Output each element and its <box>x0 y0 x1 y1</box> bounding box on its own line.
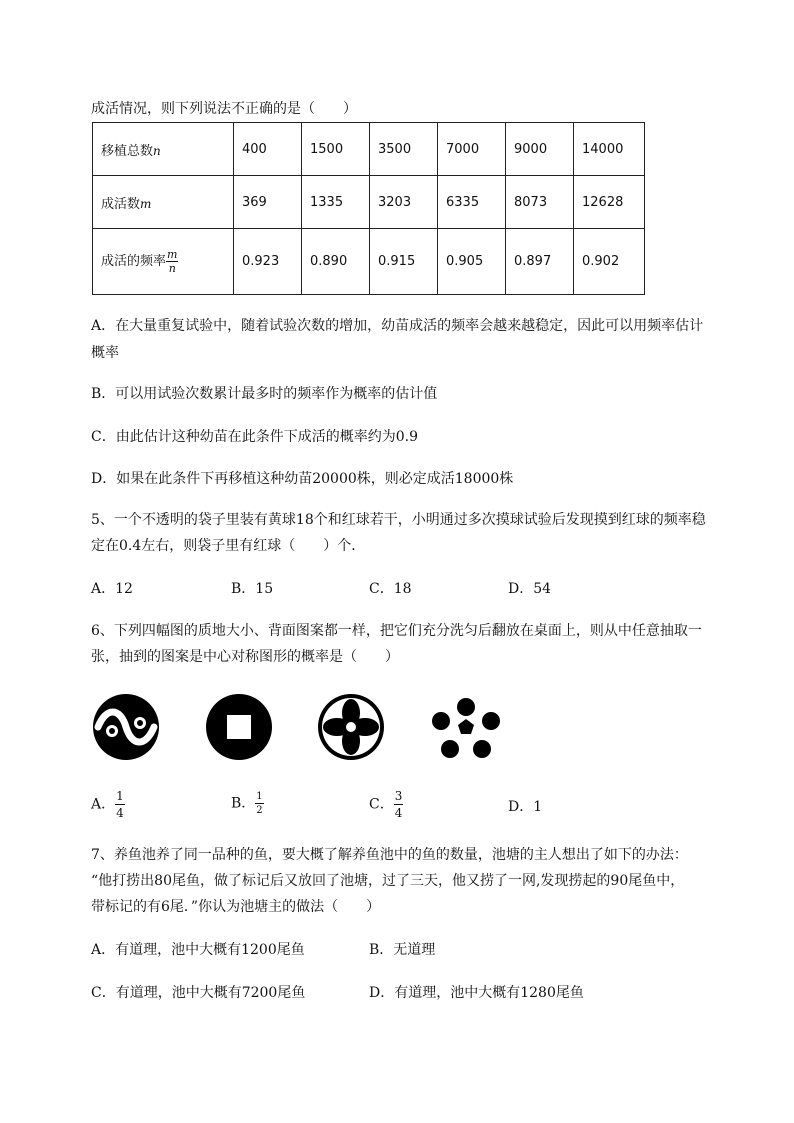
q4-intro: 成活情况，则下列说法不正确的是（ ） <box>91 101 357 117</box>
table-cell: 1500 <box>302 123 370 176</box>
q5-option-a: A．12 <box>91 581 133 597</box>
q7-line3: 带标记的有6尾．”你认为池塘主的做法（ ） <box>91 899 381 915</box>
q4-option-a-line1: A．在大量重复试验中，随着试验次数的增加，幼苗成活的频率会越来越稳定，因此可以用频率估计 <box>91 318 704 334</box>
seedling-survival-table <box>92 122 645 295</box>
table-cell: 0.897 <box>506 229 574 295</box>
table-row-label: 成活数m <box>93 176 234 229</box>
table-cell: 0.902 <box>574 229 645 295</box>
q6-option-a: A． $\frac{1}{4}$ <box>91 789 124 820</box>
table-cell: 0.915 <box>370 229 438 295</box>
fraction-one-half: $\frac{1}{2}$ <box>256 791 263 816</box>
q7-option-d: D．有道理，池中大概有1280尾鱼 <box>369 985 584 1001</box>
four-petal-circle-icon <box>317 693 385 761</box>
table-row-label: 移植总数n <box>93 123 234 176</box>
table-row <box>93 176 645 229</box>
table-cell: 0.890 <box>302 229 370 295</box>
table-cell: 8073 <box>506 176 574 229</box>
pentagon-flower-icon <box>432 693 500 761</box>
table-cell: 9000 <box>506 123 574 176</box>
q4-option-c: C．由此估计这种幼苗在此条件下成活的概率约为0.9 <box>91 429 418 445</box>
fraction-one-quarter: $\frac{1}{4}$ <box>116 789 124 820</box>
table-cell: 0.905 <box>438 229 506 295</box>
table-cell: 14000 <box>574 123 645 176</box>
table-cell: 12628 <box>574 176 645 229</box>
q4-option-d: D．如果在此条件下再移植这种幼苗20000株，则必定成活18000株 <box>91 471 514 487</box>
q7-option-c: C．有道理，池中大概有7200尾鱼 <box>91 985 306 1001</box>
q5-line1: 5、一个不透明的袋子里装有黄球18个和红球若干，小明通过多次摸球试验后发现摸到红球的频率稳 <box>91 512 706 528</box>
q6-option-c: C． $\frac{3}{4}$ <box>369 789 403 820</box>
q7-option-a: A．有道理，池中大概有1200尾鱼 <box>91 942 305 958</box>
square-hole-coin-icon <box>205 693 273 761</box>
table-cell: 369 <box>234 176 302 229</box>
q7-line2: “他打捞出80尾鱼，做了标记后又放回了池塘，过了三天，他又捞了一网,发现捞起的90尾鱼中， <box>91 873 685 889</box>
q4-option-b: B．可以用试验次数累计最多时的频率作为概率的估计值 <box>91 386 438 402</box>
table-row <box>93 229 645 295</box>
q5-option-c: C．18 <box>369 581 412 597</box>
q6-option-d: D．1 <box>508 799 543 815</box>
q6-line1: 6、下列四幅图的质地大小、背面图案都一样，把它们充分洗匀后翻放在桌面上，则从中任意抽取一 <box>91 623 702 639</box>
yin-yang-wave-icon <box>92 693 160 761</box>
table-cell: 400 <box>234 123 302 176</box>
q5-line2: 定在0.4左右，则袋子里有红球（ ）个． <box>91 538 366 554</box>
table-cell: 7000 <box>438 123 506 176</box>
q6-option-b: B． $\frac{1}{2}$ <box>231 791 263 816</box>
q6-line2: 张，抽到的图案是中心对称图形的概率是（ ） <box>91 649 399 665</box>
q5-option-d: D．54 <box>508 581 552 597</box>
table-cell: 1335 <box>302 176 370 229</box>
table-cell: 3203 <box>370 176 438 229</box>
q5-option-b: B．15 <box>231 581 274 597</box>
table-cell: 3500 <box>370 123 438 176</box>
q7-option-b: B．无道理 <box>369 942 436 958</box>
table-cell: 0.923 <box>234 229 302 295</box>
fraction-m-over-n: $\frac{m}{n}$ <box>167 248 178 275</box>
q4-option-a-line2: 概率 <box>91 345 119 361</box>
table-row <box>93 123 645 176</box>
table-cell: 6335 <box>438 176 506 229</box>
fraction-three-quarters: $\frac{3}{4}$ <box>394 789 403 820</box>
q7-line1: 7、养鱼池养了同一品种的鱼，要大概了解养鱼池中的鱼的数量，池塘的主人想出了如下的办法： <box>91 847 688 863</box>
table-row-label: 成活的频率 $\frac{m}{n}$ <box>93 229 234 295</box>
